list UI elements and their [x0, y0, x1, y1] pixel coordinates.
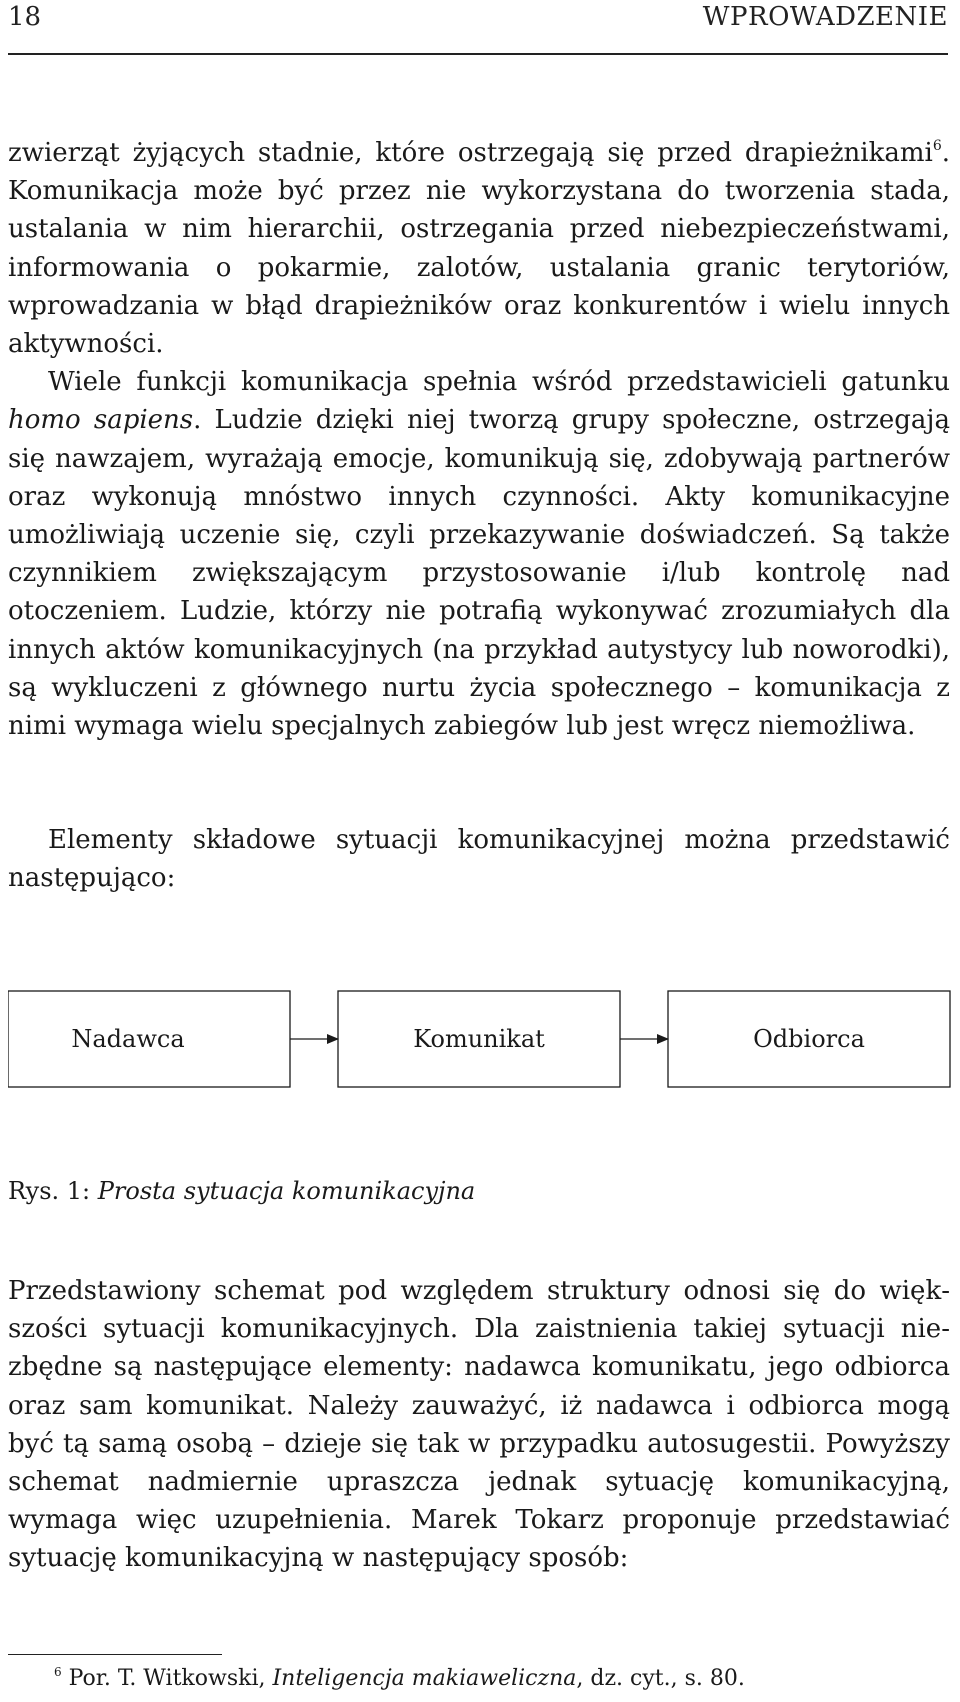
- running-head: [8, 0, 948, 32]
- footnote-rule: [8, 1654, 222, 1655]
- sender-label: Nadawca: [71, 1025, 185, 1053]
- paragraph-2: [8, 363, 950, 745]
- paragraph-1-text: zwierząt żyjących stadnie, które ostrzegają się przed drapieżnikami: [8, 138, 933, 168]
- footnote-text-end: , dz. cyt., s. 80.: [576, 1666, 745, 1691]
- footnote-text: Por. T. Witkowski,: [68, 1666, 273, 1691]
- caption-label: Rys. 1:: [8, 1177, 98, 1205]
- figure-caption: [8, 1174, 475, 1208]
- text-block-intro: [8, 821, 950, 897]
- receiver-label: Odbiorca: [753, 1025, 865, 1053]
- paragraph-2-text: Wiele funkcji komunikacja spełnia wśród przedstawicieli gatunku: [48, 367, 950, 398]
- caption-title: Prosta sytuacja komunikacyjna: [97, 1177, 476, 1205]
- text-block-bottom: [8, 1272, 950, 1578]
- page-number: 18: [8, 2, 42, 32]
- header-rule: [8, 53, 948, 55]
- paragraph-3: Elementy składowe sytuacji komunikacyjnej można przedstawić następująco:: [8, 825, 950, 894]
- paragraph-2-continuation: . Ludzie dzięki niej tworzą grupy społeczne, ostrzegają się nawzajem, wyrażają emocje, komunikują się, zdobywają partnerów oraz wykonują mnóstwo innych czynności. Akty komunikacyjne umożliwiają uczenie się, czyli przekazywanie doświadczeń. Są także czynnikiem zwiększającym przystosowanie i/lub kontrolę nad otoczeniem. Ludzie, którzy nie potrafią wykonywać zrozumiałych dla innych aktów komunikacyjnych (na przykład autystycy lub noworodki), są wykluczeni z głównego nurtu życia społecznego – komunikacja z nimi wymaga wielu specjalnych zabiegów lub jest wręcz niemożliwa.: [8, 405, 950, 742]
- communication-diagram: [8, 990, 952, 1090]
- section-title: WPROWADZENIE: [702, 2, 948, 32]
- paragraph-1: [8, 134, 950, 363]
- text-block-top: [8, 134, 950, 745]
- paragraph-4: Przedstawiony schemat pod względem struktury odnosi się do większości sytuacji komunikacyjnych. Dla zaistnienia takiej sytuacji niezbędne są następujące elementy: nadawca komunikatu, jego odbiorca oraz sam komunikat. Należy zauważyć, iż nadawca i odbiorca mogą być tą samą osobą – dzieje się tak w przypadku autosugestii. Powyższy schemat nadmiernie upraszcza jednak sytuację komunikacyjną, wymaga więc uzupełnienia. Marek Tokarz proponuje przedstawiać sytuację komunikacyjną w następujący sposób:: [8, 1276, 950, 1574]
- footnote: [54, 1664, 745, 1694]
- footnote-ref: 6: [932, 138, 942, 154]
- footnote-book-title: Inteligencja makiaweliczna: [272, 1666, 577, 1691]
- message-label: Komunikat: [413, 1025, 545, 1053]
- paragraph-1-continuation: . Komunikacja może być przez nie wykorzystana do tworzenia stada, ustalania w nim hierarchii, ostrzegania przed niebezpieczeństwami, informowania o pokarmie, zalotów, ustalania granic terytoriów, wprowadzania w błąd drapieżników oraz konkurentów i wielu innych aktywności.: [8, 138, 950, 360]
- footnote-number: 6: [54, 1665, 62, 1679]
- species-name: homo sapiens: [8, 405, 194, 436]
